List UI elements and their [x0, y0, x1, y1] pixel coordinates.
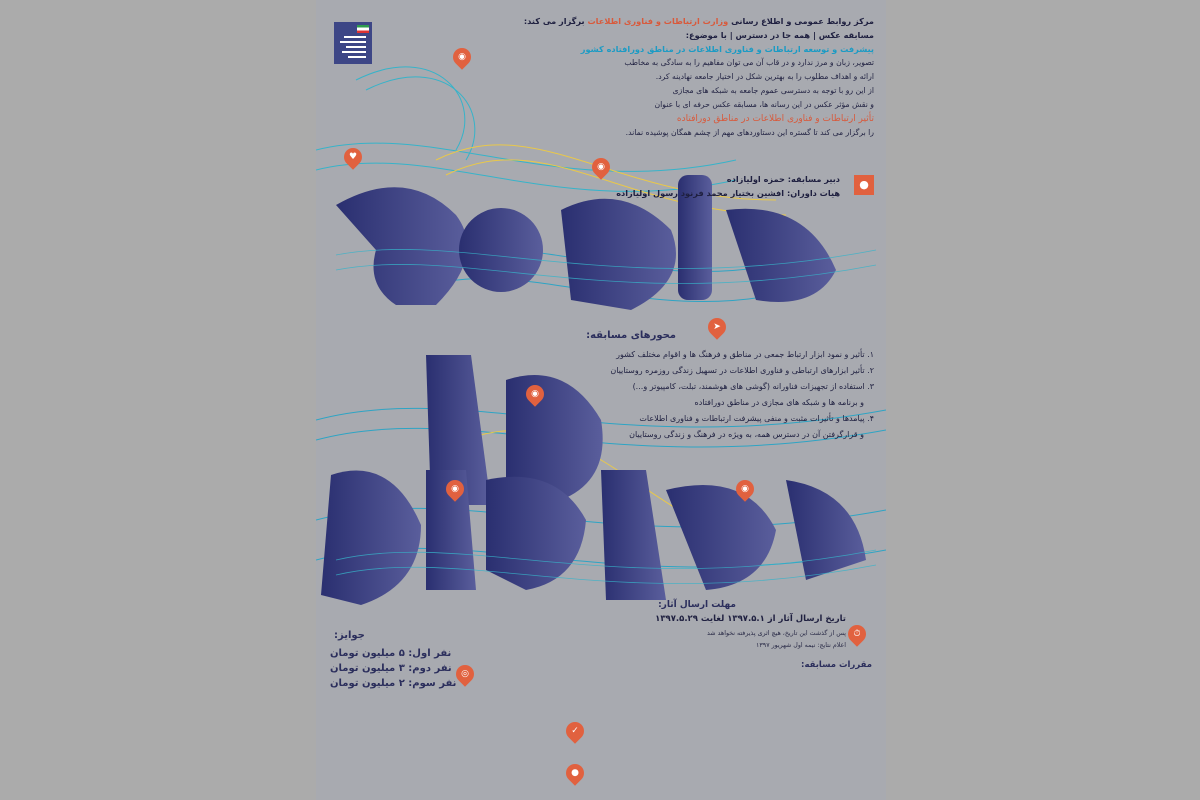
jury: هیات داوران: افشین بختیار محمد فرنود رسول اولیازاده — [616, 188, 840, 198]
header-line2: مسابقه عکس | همه جا در دسترس | با موضوع: — [685, 30, 874, 40]
secretary: دبیر مسابقه: حمزه اولیازاده — [726, 174, 840, 184]
heart-pin-icon: ♥ — [340, 144, 365, 169]
deadline-note1: پس از گذشت این تاریخ، هیچ اثری پذیرفته نخواهد شد — [707, 630, 846, 637]
deadline-dates: تاریخ ارسال آثار از ۱۳۹۷.۵.۱ لغایت ۱۳۹۷.۵.۲۹ — [655, 614, 846, 624]
axes-item-5: ۴. پیامدها و تأثیرات مثبت و منفی پیشرفت ارتباطات و فناوری اطلاعات — [639, 414, 874, 423]
intro-last: را برگزار می کند تا گستره این دستاوردهای مهم از چشم همگان پوشیده نماند. — [625, 128, 874, 137]
timer-pin-icon: ⏱ — [844, 621, 869, 646]
camera-pin-icon: ◉ — [522, 381, 547, 406]
camera-pin-icon: ◉ — [442, 476, 467, 501]
prize-second: نفر دوم: ۳ میلیون تومان — [330, 663, 452, 674]
ministry-logo — [334, 22, 372, 64]
like-pin-icon: ✓ — [562, 718, 587, 743]
deadline-note2: اعلام نتایج: نیمه اول شهریور ۱۳۹۷ — [756, 642, 846, 649]
intro-line-2: ارائه و اهداف مطلوب را به بهترین شکل در اختیار جامعه نهادینه کرد. — [655, 72, 874, 81]
prize-first: نفر اول: ۵ میلیون تومان — [330, 648, 452, 659]
intro-highlight: تأثیر ارتباطات و فناوری اطلاعات در مناطق دورافتاده — [676, 114, 874, 124]
deadline-heading: مهلت ارسال آثار: — [658, 600, 736, 610]
location-pin-icon: ● — [562, 760, 587, 785]
axes-item-4: و برنامه ها و شبکه های مجازی در مناطق دورافتاده — [694, 398, 864, 407]
prizes-heading: جوایز: — [334, 630, 365, 641]
send-pin-icon: ➤ — [704, 314, 729, 339]
camera-pin-icon: ◉ — [588, 154, 613, 179]
camera-pin-icon: ◉ — [449, 44, 474, 69]
intro-line-1: تصویر، زبان و مرز ندارد و در قاب آن می توان مفاهیم را به سادگی به مخاطب — [624, 58, 874, 67]
prize-third: نفر سوم: ۲ میلیون تومان — [330, 678, 457, 689]
coins-pin-icon: ◎ — [452, 661, 477, 686]
rules-heading: مقررات مسابقه: — [801, 660, 872, 670]
axes-heading: محورهای مسابقه: — [586, 330, 676, 341]
axes-item-6: و قرارگرفتن آن در دسترس همه، به ویژه در فرهنگ و زندگی روستاییان — [629, 430, 864, 439]
intro-line-3: از این رو با توجه به دسترسی عموم جامعه به شبکه های مجازی — [672, 86, 874, 95]
axes-item-1: ۱. تأثیر و نمود ابزار ارتباط جمعی در مناطق و فرهنگ ها و اقوام مختلف کشور — [616, 350, 874, 359]
axes-item-3: ۳. استفاده از تجهیزات فناورانه (گوشی های هوشمند، تبلت، کامپیوتر و...) — [632, 382, 874, 391]
header-line1: مرکز روابط عمومی و اطلاع رسانی وزارت ارتباطات و فناوری اطلاعات برگزار می کند: — [523, 16, 874, 26]
intro-line-4: و نقش مؤثر عکس در این رسانه ها، مسابقه عکس حرفه ای با عنوان — [654, 100, 874, 109]
axes-item-2: ۲. تأثیر ابزارهای ارتباطی و فناوری اطلاعات در تسهیل زندگی روزمره روستاییان — [610, 366, 874, 375]
poster — [316, 0, 886, 800]
user-icon: ● — [854, 175, 874, 195]
camera-pin-icon: ◉ — [732, 476, 757, 501]
header-line3: پیشرفت و توسعه ارتباطات و فناوری اطلاعات در مناطق دورافتاده کشور — [580, 44, 874, 54]
